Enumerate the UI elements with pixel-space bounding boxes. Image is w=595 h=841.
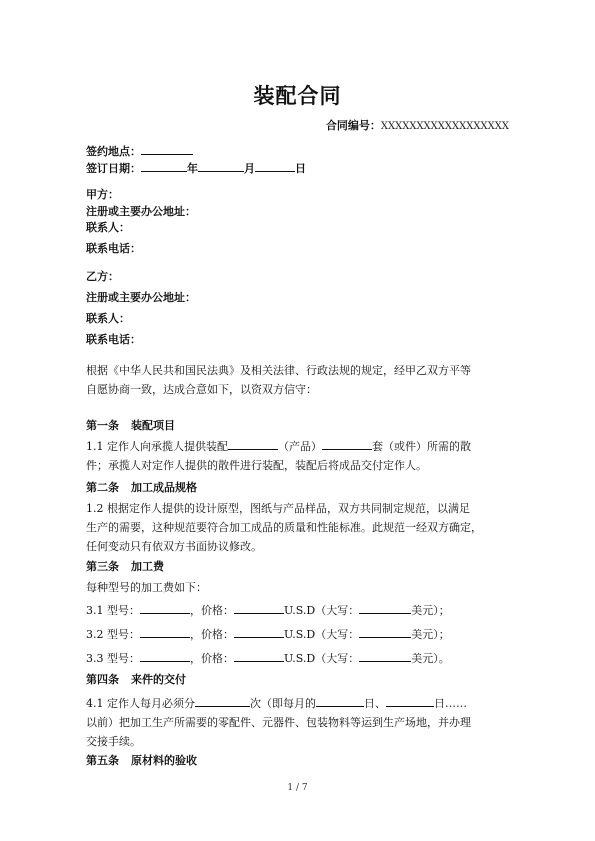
article-1-text-a: 1.1 定作人向承揽人提供装配: [86, 440, 228, 453]
day-blank-1: [316, 695, 364, 707]
article-2-title: 加工成品规格: [131, 481, 197, 494]
article-3-intro: 每种型号的加工费如下：: [86, 581, 207, 594]
times-blank: [195, 695, 250, 707]
price-blank: [234, 650, 284, 662]
article-2-line-1: 1.2 根据定作人提供的设计原型，图纸与产品样品，双方共同制定规范，以满足: [86, 502, 470, 515]
model-blank: [140, 626, 190, 638]
article-4-line-3: 交接手续。: [86, 735, 141, 748]
article-3-heading: [86, 558, 164, 574]
article-2-line-2: 生产的需要，这种规范要符合加工成品的质量和性能标准。此规范一经双方确定，: [86, 521, 482, 534]
sign-place-label: 签约地点：: [86, 145, 141, 158]
article-4-text-d: 日……: [434, 697, 467, 710]
fee-model-label: 型号：: [107, 628, 140, 641]
article-1-title: 装配项目: [131, 419, 175, 432]
article-1-line-1: [86, 438, 471, 454]
article-5-title: 原材料的验收: [131, 754, 197, 767]
fee-usd-label: U.S.D（大写：: [284, 652, 360, 665]
article-4-number: 第四条: [86, 673, 119, 686]
party-b-address: 注册或主要办公地址：: [86, 291, 196, 304]
article-5-number: 第五条: [86, 754, 119, 767]
fee-usd-label: U.S.D（大写：: [284, 628, 360, 641]
contract-number-value: XXXXXXXXXXXXXXXXXX: [380, 121, 509, 132]
article-3-title: 加工费: [131, 560, 164, 573]
day-blank: [255, 161, 295, 172]
article-4-text-c: 日、: [364, 697, 386, 710]
price-blank: [234, 602, 284, 614]
article-4-text-a: 4.1 定作人每月必须分: [86, 697, 195, 710]
article-1-heading: [86, 417, 175, 433]
article-2-number: 第二条: [86, 481, 119, 494]
year-label: 年: [187, 162, 198, 175]
article-1-line-2: 件；承揽人对定作人提供的散件进行装配，装配后将成品交付定作人。: [86, 459, 427, 472]
document-title: 装配合同: [253, 84, 342, 108]
amount-words-blank: [359, 650, 411, 662]
article-5-heading: [86, 752, 197, 768]
fee-usd-label: U.S.D（大写：: [284, 604, 360, 617]
sign-date-label: 签订日期：: [86, 162, 141, 175]
party-a-title: 甲方：: [86, 188, 119, 201]
sign-place-blank: [141, 144, 193, 155]
article-1-text-c: 套（或件）所需的散: [372, 440, 471, 453]
article-4-line-2: 以前）把加工生产所需要的零配件、元器件、包装物料等运到生产场地，并办理: [86, 716, 471, 729]
contract-number: [326, 117, 509, 133]
page-number: 1 / 7: [287, 783, 308, 793]
fee-price-label: ，价格：: [190, 652, 234, 665]
fee-number: 3.2: [86, 628, 104, 641]
party-a-phone: 联系电话：: [86, 242, 141, 255]
party-b-contact: 联系人：: [86, 312, 130, 325]
price-blank: [234, 626, 284, 638]
article-4-line-1: [86, 695, 467, 711]
contract-number-label: 合同编号：: [325, 119, 381, 132]
amount-words-blank: [359, 626, 411, 638]
product-blank: [228, 438, 278, 450]
quantity-blank: [322, 438, 372, 450]
sign-place-row: [86, 143, 193, 159]
fee-price-label: ，价格：: [190, 604, 234, 617]
preamble-line-1: 根据《中华人民共和国民法典》及相关法律、行政法规的规定，经甲乙双方平等: [86, 364, 471, 377]
article-4-text-b: 次（即每月的: [250, 697, 316, 710]
fee-row-1: [86, 602, 450, 618]
day-label: 日: [295, 162, 306, 175]
fee-end: 美元）；: [411, 628, 450, 641]
article-2-heading: [86, 479, 197, 495]
preamble-line-2: 自愿协商一致，达成合意如下，以资双方信守：: [86, 383, 317, 396]
fee-row-2: [86, 626, 450, 642]
model-blank: [140, 602, 190, 614]
day-blank-2: [386, 695, 434, 707]
fee-number: 3.3: [86, 652, 104, 665]
fee-number: 3.1: [86, 604, 104, 617]
article-1-number: 第一条: [86, 419, 119, 432]
article-2-line-3: 任何变动只有依双方书面协议修改。: [86, 540, 262, 553]
month-blank: [198, 161, 244, 172]
amount-words-blank: [359, 602, 411, 614]
year-blank: [141, 161, 187, 172]
party-a-address: 注册或主要办公地址：: [86, 205, 196, 218]
fee-price-label: ，价格：: [190, 628, 234, 641]
month-label: 月: [244, 162, 255, 175]
article-1-text-b: （产品）: [278, 440, 322, 453]
article-4-heading: [86, 671, 186, 687]
party-b-phone: 联系电话：: [86, 333, 141, 346]
model-blank: [140, 650, 190, 662]
fee-row-3: [86, 650, 450, 666]
fee-model-label: 型号：: [107, 652, 140, 665]
fee-end: 美元）。: [411, 652, 450, 665]
sign-date-row: [86, 160, 306, 176]
fee-model-label: 型号：: [107, 604, 140, 617]
party-b-title: 乙方：: [86, 270, 119, 283]
party-a-contact: 联系人：: [86, 221, 130, 234]
article-4-title: 来件的交付: [131, 673, 186, 686]
article-3-number: 第三条: [86, 560, 119, 573]
fee-end: 美元）；: [411, 604, 450, 617]
